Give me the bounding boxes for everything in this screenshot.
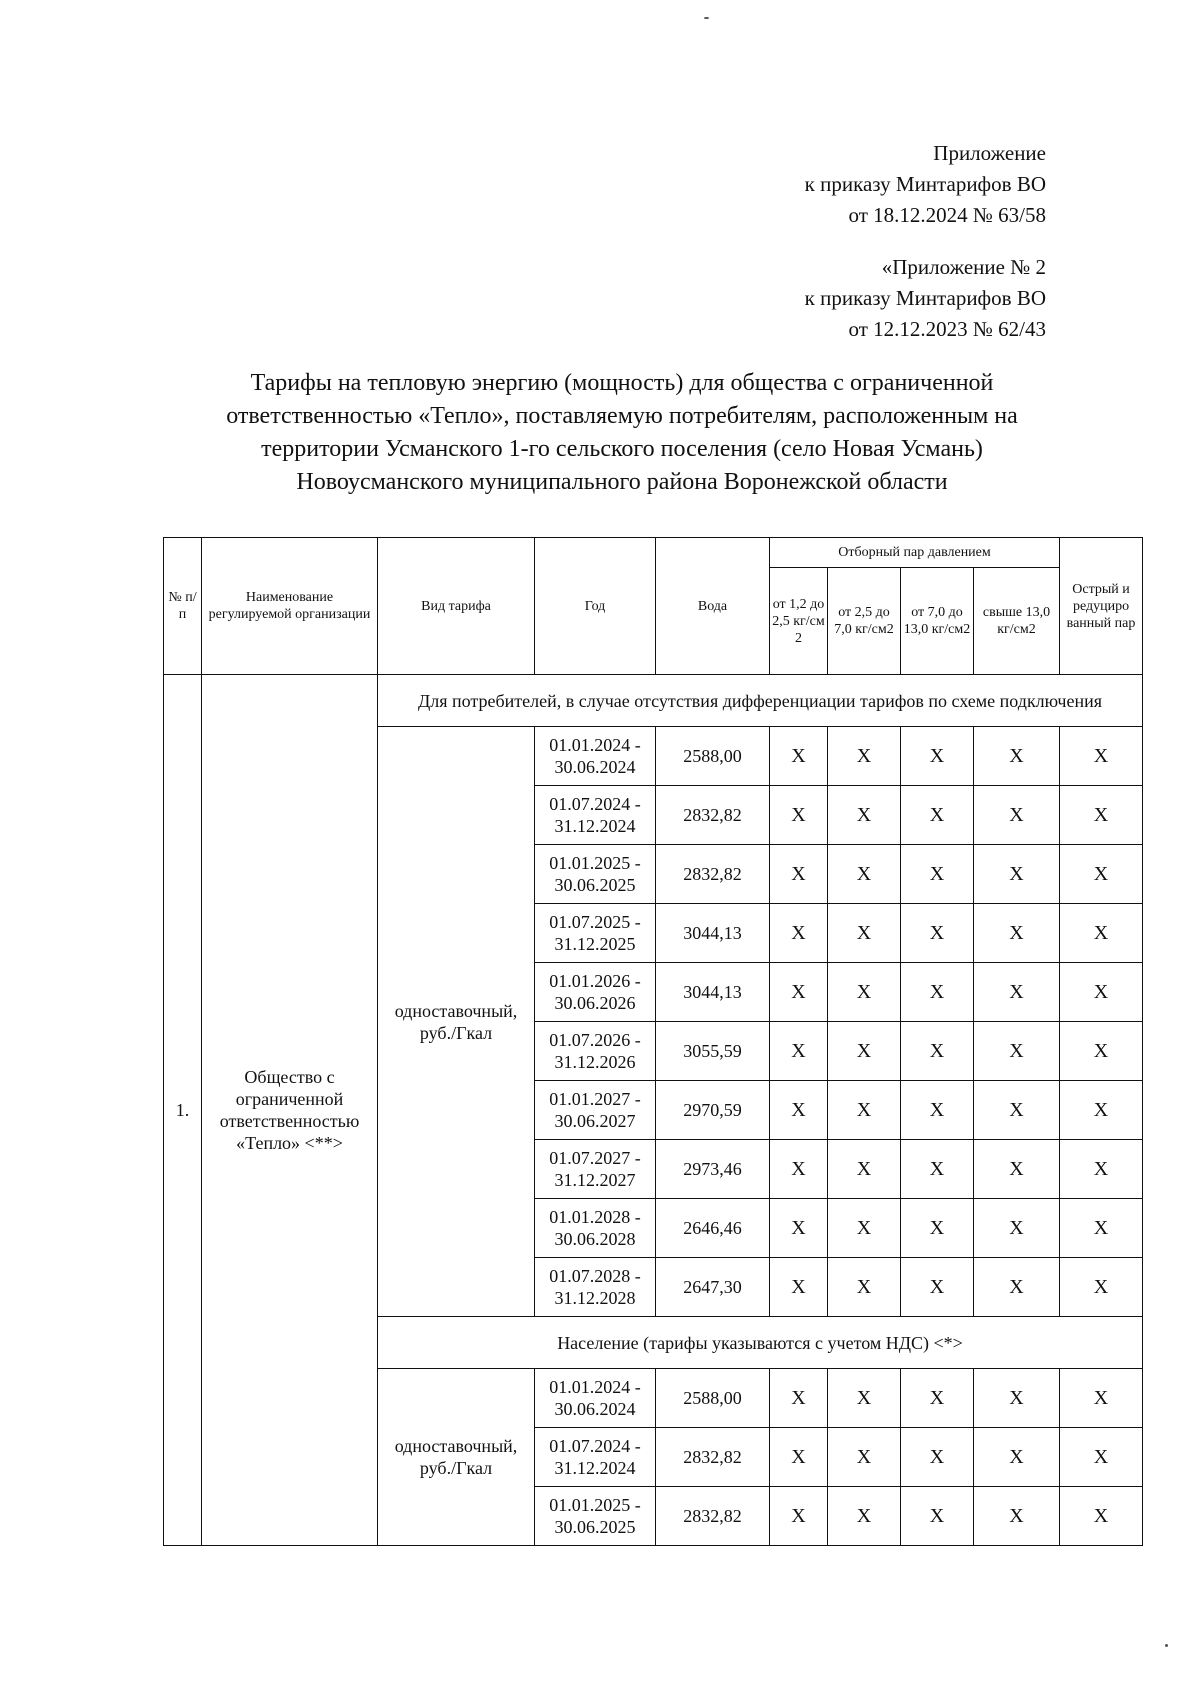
not-applicable-mark: Х (828, 1140, 901, 1199)
not-applicable-mark: Х (828, 845, 901, 904)
appendix-line: к приказу Минтарифов ВО (804, 172, 1046, 196)
header-steam-3: от 7,0 до 13,0 кг/см2 (901, 568, 974, 675)
not-applicable-mark: Х (901, 1487, 974, 1546)
section-title: Для потребителей, в случае отсутствия дифференциации тарифов по схеме подключения (378, 675, 1143, 727)
appendix-line: от 12.12.2023 № 62/43 (848, 317, 1046, 341)
header-steam-4: свыше 13,0 кг/см2 (974, 568, 1060, 675)
header-num: № п/ п (164, 538, 202, 675)
not-applicable-mark: Х (901, 845, 974, 904)
not-applicable-mark: Х (1060, 727, 1143, 786)
water-tariff-cell: 3044,13 (656, 963, 770, 1022)
title-line: Новоусманского муниципального района Воронежской области (296, 469, 948, 495)
not-applicable-mark: Х (974, 1199, 1060, 1258)
period-cell: 01.01.2028 - 30.06.2028 (535, 1199, 656, 1258)
not-applicable-mark: Х (901, 904, 974, 963)
tariff-table-body (164, 538, 1143, 1546)
not-applicable-mark: Х (770, 1428, 828, 1487)
not-applicable-mark: Х (974, 1487, 1060, 1546)
section-title: Население (тарифы указываются с учетом НДС) <*> (378, 1317, 1143, 1369)
header-steam-group: Отборный пар давлением (770, 538, 1060, 568)
not-applicable-mark: Х (828, 904, 901, 963)
not-applicable-mark: Х (901, 1081, 974, 1140)
title-line: ответственностью «Тепло», поставляемую потребителям, расположенным на (226, 403, 1018, 429)
not-applicable-mark: Х (974, 1081, 1060, 1140)
not-applicable-mark: Х (974, 845, 1060, 904)
not-applicable-mark: Х (1060, 1369, 1143, 1428)
water-tariff-cell: 2832,82 (656, 845, 770, 904)
section-row (164, 675, 1143, 727)
not-applicable-mark: Х (901, 1199, 974, 1258)
period-cell: 01.07.2025 - 31.12.2025 (535, 904, 656, 963)
not-applicable-mark: Х (901, 727, 974, 786)
header-row (164, 538, 1143, 568)
appendix-line: «Приложение № 2 (881, 255, 1046, 279)
period-cell: 01.07.2027 - 31.12.2027 (535, 1140, 656, 1199)
not-applicable-mark: Х (1060, 1022, 1143, 1081)
not-applicable-mark: Х (974, 1140, 1060, 1199)
header-org: Наименование регулируемой организации (202, 538, 378, 675)
not-applicable-mark: Х (770, 1369, 828, 1428)
tariff-type: одноставочный, руб./Гкал (378, 727, 535, 1317)
water-tariff-cell: 2970,59 (656, 1081, 770, 1140)
water-tariff-cell: 3055,59 (656, 1022, 770, 1081)
not-applicable-mark: Х (770, 845, 828, 904)
header-tariff-type: Вид тарифа (378, 538, 535, 675)
not-applicable-mark: Х (974, 963, 1060, 1022)
period-cell: 01.07.2024 - 31.12.2024 (535, 1428, 656, 1487)
not-applicable-mark: Х (828, 1369, 901, 1428)
not-applicable-mark: Х (901, 786, 974, 845)
not-applicable-mark: Х (828, 1487, 901, 1546)
water-tariff-cell: 2973,46 (656, 1140, 770, 1199)
not-applicable-mark: Х (828, 1428, 901, 1487)
not-applicable-mark: Х (1060, 1081, 1143, 1140)
tariff-type: одноставочный, руб./Гкал (378, 1369, 535, 1546)
not-applicable-mark: Х (828, 786, 901, 845)
not-applicable-mark: Х (901, 1022, 974, 1081)
not-applicable-mark: Х (770, 1140, 828, 1199)
water-tariff-cell: 2832,82 (656, 1428, 770, 1487)
water-tariff-cell: 2588,00 (656, 727, 770, 786)
not-applicable-mark: Х (1060, 963, 1143, 1022)
not-applicable-mark: Х (974, 727, 1060, 786)
not-applicable-mark: Х (828, 727, 901, 786)
not-applicable-mark: Х (974, 786, 1060, 845)
not-applicable-mark: Х (1060, 1487, 1143, 1546)
header-year: Год (535, 538, 656, 675)
not-applicable-mark: Х (1060, 1258, 1143, 1317)
not-applicable-mark: Х (770, 1081, 828, 1140)
not-applicable-mark: Х (901, 1140, 974, 1199)
not-applicable-mark: Х (828, 1081, 901, 1140)
not-applicable-mark: Х (901, 963, 974, 1022)
water-tariff-cell: 2647,30 (656, 1258, 770, 1317)
appendix-line: к приказу Минтарифов ВО (804, 286, 1046, 310)
not-applicable-mark: Х (828, 1258, 901, 1317)
tariff-table (163, 537, 1143, 1546)
not-applicable-mark: Х (1060, 1140, 1143, 1199)
not-applicable-mark: Х (828, 1199, 901, 1258)
not-applicable-mark: Х (974, 1258, 1060, 1317)
header-steam-2: от 2,5 до 7,0 кг/см2 (828, 568, 901, 675)
not-applicable-mark: Х (770, 904, 828, 963)
period-cell: 01.07.2024 - 31.12.2024 (535, 786, 656, 845)
header-steam-1: от 1,2 до 2,5 кг/см 2 (770, 568, 828, 675)
period-cell: 01.07.2028 - 31.12.2028 (535, 1258, 656, 1317)
header-sharp-steam: Острый и редуциро ванный пар (1060, 538, 1143, 675)
not-applicable-mark: Х (1060, 845, 1143, 904)
appendix-reference-current (805, 138, 1046, 231)
not-applicable-mark: Х (770, 1487, 828, 1546)
not-applicable-mark: Х (770, 786, 828, 845)
organization-name: Общество с ограниченной ответственностью «Тепло» <**> (202, 675, 378, 1546)
not-applicable-mark: Х (770, 1199, 828, 1258)
water-tariff-cell: 2588,00 (656, 1369, 770, 1428)
not-applicable-mark: Х (974, 1428, 1060, 1487)
not-applicable-mark: Х (901, 1369, 974, 1428)
period-cell: 01.01.2026 - 30.06.2026 (535, 963, 656, 1022)
water-tariff-cell: 2832,82 (656, 786, 770, 845)
not-applicable-mark: Х (1060, 786, 1143, 845)
not-applicable-mark: Х (974, 904, 1060, 963)
period-cell: 01.01.2024 - 30.06.2024 (535, 727, 656, 786)
period-cell: 01.01.2024 - 30.06.2024 (535, 1369, 656, 1428)
period-cell: 01.07.2026 - 31.12.2026 (535, 1022, 656, 1081)
not-applicable-mark: Х (1060, 904, 1143, 963)
period-cell: 01.01.2025 - 30.06.2025 (535, 1487, 656, 1546)
not-applicable-mark: Х (974, 1022, 1060, 1081)
not-applicable-mark: Х (828, 1022, 901, 1081)
period-cell: 01.01.2025 - 30.06.2025 (535, 845, 656, 904)
appendix-line: Приложение (933, 141, 1046, 165)
not-applicable-mark: Х (1060, 1199, 1143, 1258)
period-cell: 01.01.2027 - 30.06.2027 (535, 1081, 656, 1140)
not-applicable-mark: Х (974, 1369, 1060, 1428)
water-tariff-cell: 2832,82 (656, 1487, 770, 1546)
appendix-line: от 18.12.2024 № 63/58 (848, 203, 1046, 227)
water-tariff-cell: 3044,13 (656, 904, 770, 963)
scan-speck (1165, 1644, 1168, 1647)
not-applicable-mark: Х (770, 1258, 828, 1317)
not-applicable-mark: Х (901, 1428, 974, 1487)
not-applicable-mark: Х (1060, 1428, 1143, 1487)
document-title (150, 367, 1094, 499)
appendix-reference-previous (805, 252, 1046, 345)
not-applicable-mark: Х (828, 963, 901, 1022)
water-tariff-cell: 2646,46 (656, 1199, 770, 1258)
not-applicable-mark: Х (770, 727, 828, 786)
row-number: 1. (164, 675, 202, 1546)
title-line: Тарифы на тепловую энергию (мощность) для общества с ограниченной (250, 370, 994, 396)
title-line: территории Усманского 1-го сельского поселения (село Новая Усмань) (261, 436, 983, 462)
not-applicable-mark: Х (901, 1258, 974, 1317)
not-applicable-mark: Х (770, 963, 828, 1022)
header-water: Вода (656, 538, 770, 675)
not-applicable-mark: Х (770, 1022, 828, 1081)
scan-speck (704, 17, 709, 19)
